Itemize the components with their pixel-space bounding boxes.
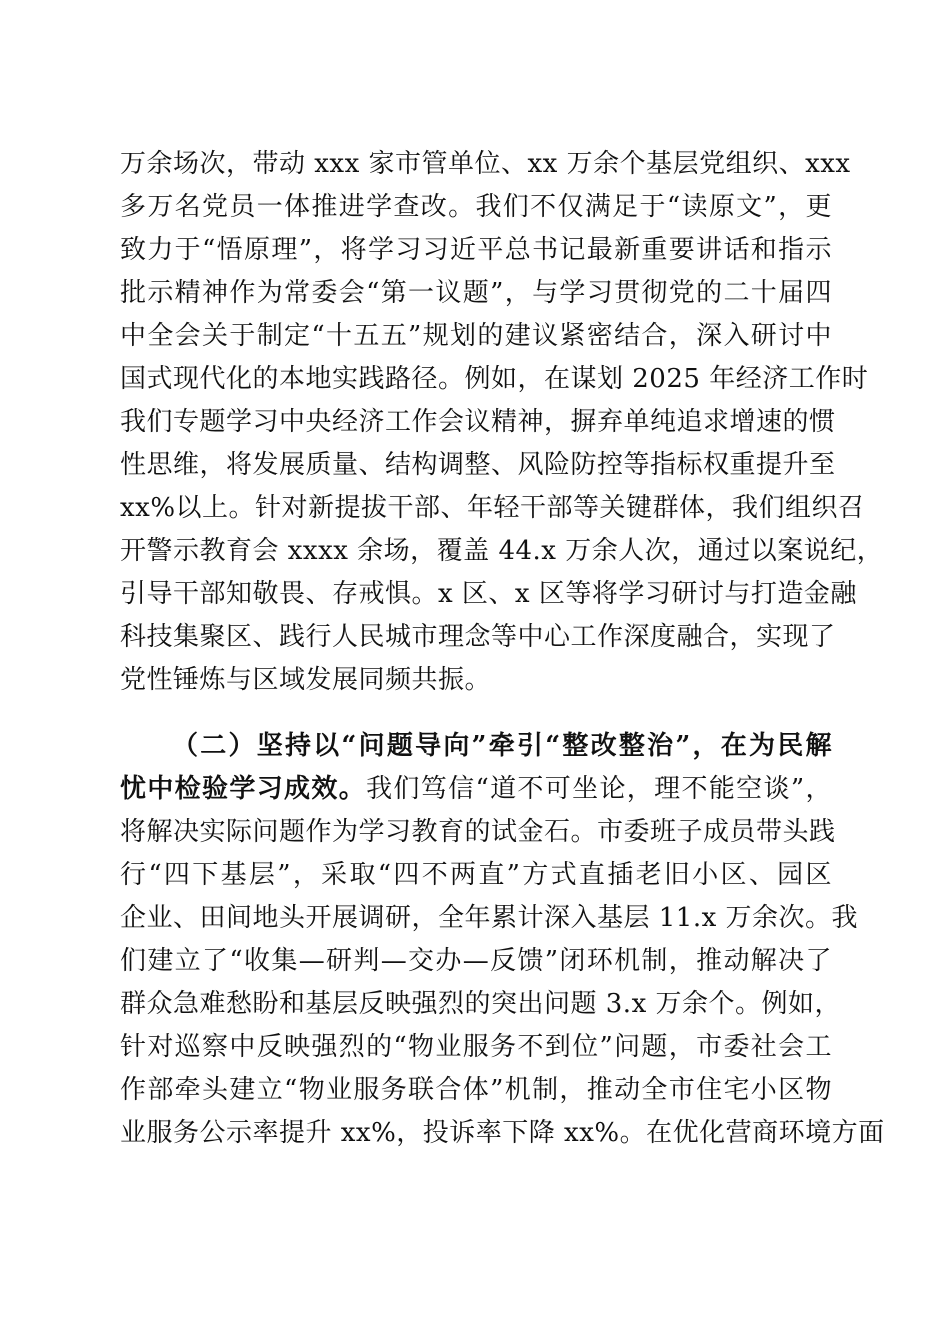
text-line: 作部牵头建立“物业服务联合体”机制，推动全市住宅小区物 [120, 1075, 832, 1105]
text-line: 科技集聚区、践行人民城市理念等中心工作深度融合，实现了 [120, 622, 836, 652]
text-line: xx%以上。针对新提拔干部、年轻干部等关键群体，我们组织召 [120, 493, 865, 523]
text-line: 批示精神作为常委会“第一议题”，与学习贯彻党的二十届四 [120, 278, 832, 308]
text-line: 群众急难愁盼和基层反映强烈的突出问题 3.x 万余个。例如， [120, 989, 841, 1019]
text-line: 致力于“悟原理”，将学习习近平总书记最新重要讲话和指示 [120, 235, 832, 265]
text-line: 万余场次，带动 xxx 家市管单位、xx 万余个基层党组织、xxx [120, 149, 851, 179]
text-line: 针对巡察中反映强烈的“物业服务不到位”问题，市委社会工 [120, 1032, 832, 1062]
text-line: 开警示教育会 xxxx 余场，覆盖 44.x 万余人次，通过以案说纪， [120, 536, 884, 566]
text-line: 我们专题学习中央经济工作会议精神，摒弃单纯追求增速的惯 [120, 407, 836, 437]
text-line: 业服务公示率提升 xx%，投诉率下降 xx%。在优化营商环境方面 [120, 1118, 885, 1148]
text-line [120, 769, 832, 809]
text-line: 们建立了“收集—研判—交办—反馈”闭环机制，推动解决了 [120, 946, 832, 976]
text-line: 多万名党员一体推进学查改。我们不仅满足于“读原文”，更 [120, 192, 832, 222]
text-line: 将解决实际问题作为学习教育的试金石。市委班子成员带头践 [120, 817, 836, 847]
text-line: 中全会关于制定“十五五”规划的建议紧密结合，深入研讨中 [120, 321, 832, 351]
text-line: 党性锤炼与区域发展同频共振。 [120, 665, 492, 695]
text-line: 行“四下基层”，采取“四不两直”方式直插老旧小区、园区 [120, 860, 832, 890]
section-heading-line: （二）坚持以“问题导向”牵引“整改整治”，在为民解 [172, 731, 832, 761]
text-line: 国式现代化的本地实践路径。例如，在谋划 2025 年经济工作时 [120, 364, 869, 394]
text-line: 引导干部知敬畏、存戒惧。x 区、x 区等将学习研讨与打造金融 [120, 579, 857, 609]
section-heading-tail: 忧中检验学习成效。 [120, 774, 367, 804]
text-line: 企业、田间地头开展调研，全年累计深入基层 11.x 万余次。我 [120, 903, 859, 933]
text-span: 我们笃信“道不可坐论，理不能空谈”， [366, 774, 832, 804]
text-line: 性思维，将发展质量、结构调整、风险防控等指标权重提升至 [120, 450, 836, 480]
